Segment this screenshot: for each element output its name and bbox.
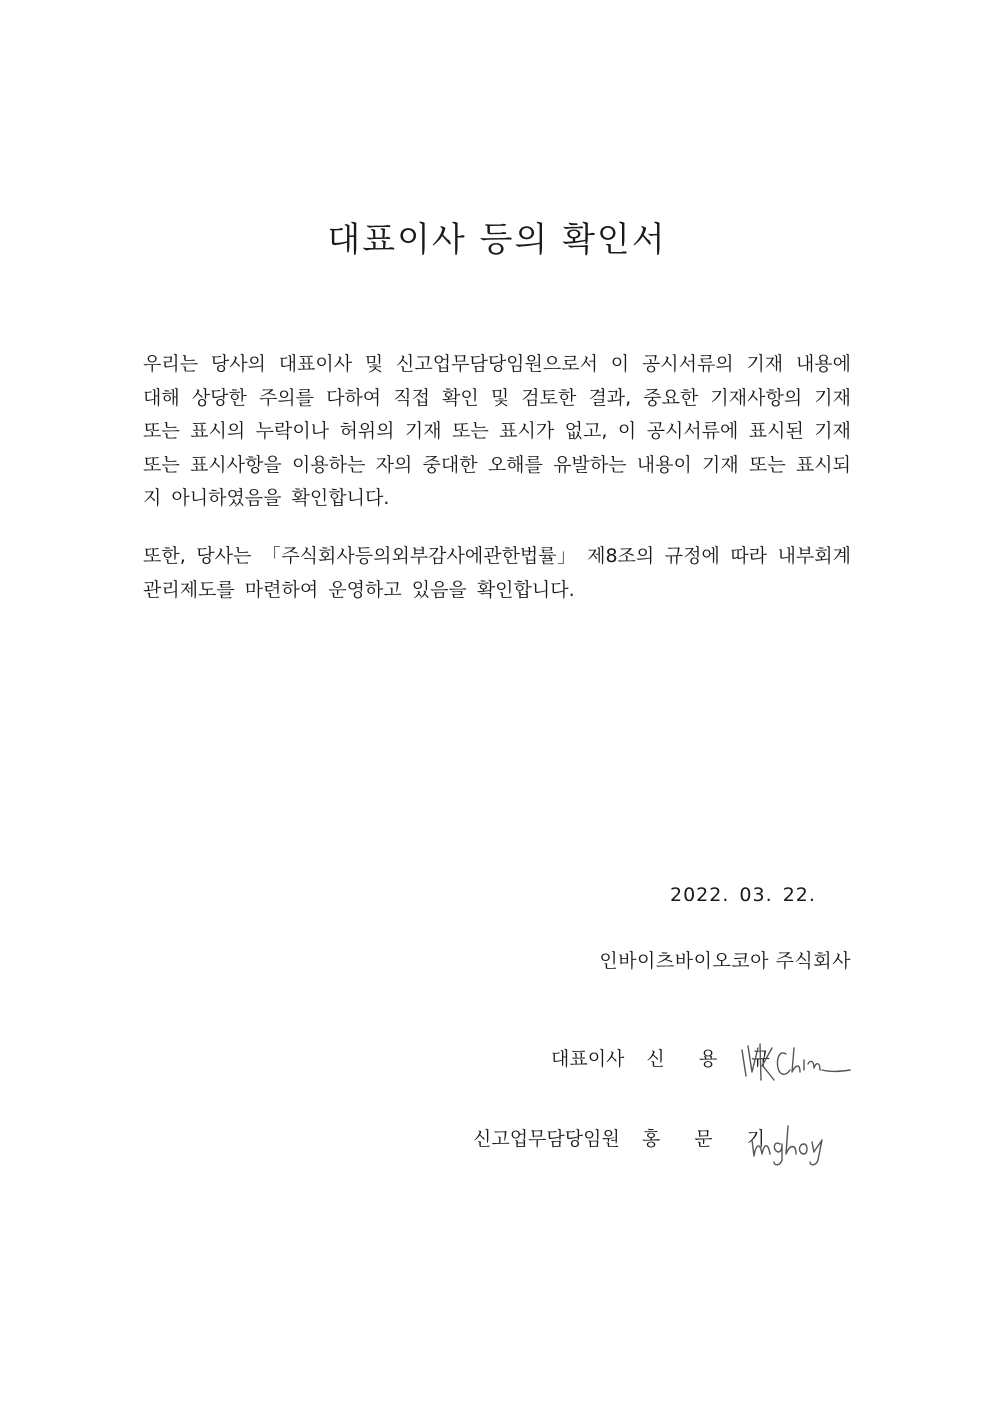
officer-name: 홍 문 기 xyxy=(641,1128,779,1150)
ceo-role-label: 대표이사 xyxy=(551,1048,625,1070)
officer-signature-line xyxy=(473,1124,779,1151)
ceo-name: 신 용 규 xyxy=(646,1048,784,1070)
company-name: 인바이츠바이오코아 주식회사 xyxy=(599,950,851,972)
officer-role-label: 신고업무담당임원 xyxy=(473,1128,620,1150)
ceo-signature-icon xyxy=(738,1036,854,1094)
officer-signature-icon xyxy=(748,1120,826,1168)
confirmation-paragraph: 우리는 당사의 대표이사 및 신고업무담당임원으로서 이 공시서류의 기재 내용에 대해 상당한 주의를 다하여 직접 확인 및 검토한 결과, 중요한 기재사항의 기재 또는 표시의 누락이나 허위의 기재 또는 표시가 없고, 이 공시서류에 표시된 기재 또는 표시사항을 이용하는 자의 중대한 오해를 유발하는 내용이 기재 또는 표시되지 아니하였음을 확인합니다. xyxy=(143,353,851,509)
internal-control-paragraph: 또한, 당사는 「주식회사등의외부감사에관한법률」 제8조의 규정에 따라 내부회계관리제도를 마련하여 운영하고 있음을 확인합니다. xyxy=(143,545,851,601)
document-date: 2022. 03. 22. xyxy=(670,884,816,906)
document-title: 대표이사 등의 확인서 xyxy=(327,220,667,260)
